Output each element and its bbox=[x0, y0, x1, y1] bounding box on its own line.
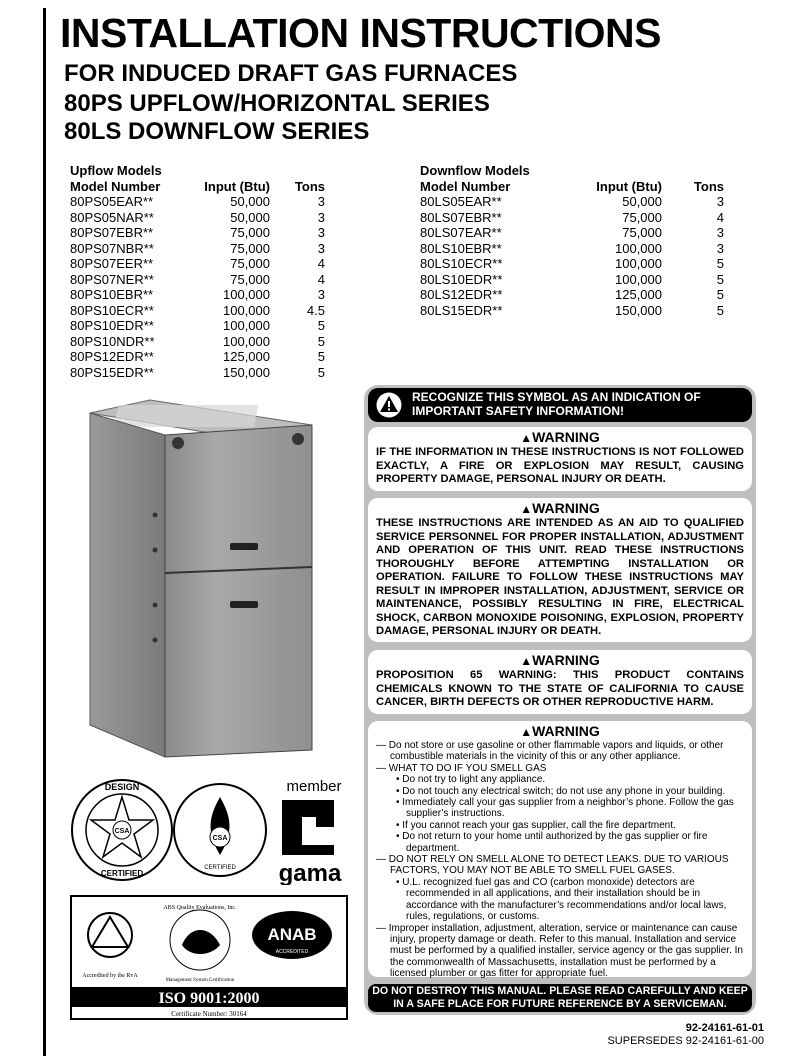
page-subtitle: FOR INDUCED DRAFT GAS FURNACES bbox=[64, 60, 518, 87]
model-row bbox=[70, 365, 325, 381]
gas-warning-bullet: • Do not touch any electrical switch; do not use any phone in your building. bbox=[396, 785, 726, 797]
model-number-cell: 80PS07NER** bbox=[70, 271, 154, 287]
warning-triangle-icon: ▲ bbox=[520, 431, 533, 445]
model-row bbox=[70, 210, 325, 226]
input-btu-cell: 75,000 bbox=[622, 225, 662, 240]
model-row bbox=[70, 272, 325, 288]
doc-number-text: 92-24161-61-01 bbox=[685, 1022, 764, 1034]
input-btu-cell: 50,000 bbox=[230, 209, 270, 225]
input-btu-cell: 100,000 bbox=[615, 271, 662, 287]
design-certified-seal bbox=[72, 780, 172, 880]
input-btu-cell: 100,000 bbox=[223, 287, 270, 302]
csa-flame-certified-seal bbox=[174, 784, 266, 876]
input-btu-cell: 100,000 bbox=[223, 318, 270, 333]
warning-label: WARNING bbox=[532, 723, 600, 739]
input-btu-cell: 75,000 bbox=[230, 225, 270, 240]
model-row bbox=[70, 194, 325, 210]
supersedes-text: SUPERSEDES 92-24161-61-00 bbox=[607, 1035, 764, 1047]
gas-warning-bullet: • If you cannot reach your gas supplier, call the fire department. bbox=[396, 819, 676, 831]
model-number-cell: 80LS10EDR** bbox=[420, 271, 503, 287]
warning-triangle-icon: ▲ bbox=[520, 725, 533, 739]
member-text: member bbox=[286, 778, 342, 795]
model-row bbox=[70, 287, 325, 303]
design-text: DESIGN bbox=[104, 782, 140, 792]
certification-logos bbox=[70, 775, 350, 885]
input-btu-cell: 125,000 bbox=[223, 349, 270, 364]
certificate-number-text: Certificate Number: 30164 bbox=[171, 1010, 247, 1018]
input-btu-cell: 100,000 bbox=[223, 333, 270, 349]
warning-label: WARNING bbox=[532, 500, 600, 516]
downflow-model-table bbox=[420, 163, 724, 318]
warning-box-prop65 bbox=[368, 650, 752, 714]
model-number-cell: 80PS15EDR** bbox=[70, 364, 154, 380]
warning-text: PROPOSITION 65 WARNING: THIS PRODUCT CONTAINS CHEMICALS KNOWN TO THE STATE OF CALIFORNIA TO CAUSE CANCER, BIRTH DEFECTS OR OTHER REPRODUCTIVE HARM. bbox=[376, 669, 744, 708]
upflow-model-table bbox=[70, 163, 325, 380]
input-btu-cell: 75,000 bbox=[230, 240, 270, 256]
recognize-symbol-text: RECOGNIZE THIS SYMBOL AS AN INDICATION OF IMPORTANT SAFETY INFORMATION! bbox=[412, 390, 701, 418]
model-row bbox=[420, 241, 724, 257]
tons-cell: 5 bbox=[716, 256, 724, 271]
gama-member-logo bbox=[279, 778, 342, 885]
gama-text: gama bbox=[278, 860, 342, 885]
gas-warning-item: — DO NOT RELY ON SMELL ALONE TO DETECT LEAKS. DUE TO VARIOUS FACTORS, YOU MAY NOT BE ABLE TO SMELL FUEL GASES. bbox=[376, 854, 729, 877]
iso-certification-block bbox=[70, 895, 348, 1020]
upflow-heading: Upflow Models bbox=[70, 163, 162, 178]
model-row bbox=[70, 241, 325, 257]
gas-warning-bullet: • Do not try to light any appliance. bbox=[396, 774, 546, 786]
tons-cell: 4 bbox=[317, 256, 325, 271]
certified-text: CERTIFIED bbox=[100, 869, 144, 878]
warning-box-gas bbox=[368, 721, 752, 980]
abs-text: ABS Quality Evaluations, Inc. bbox=[163, 905, 237, 911]
page-title: INSTALLATION INSTRUCTIONS bbox=[60, 10, 661, 56]
col-input: Input (Btu) bbox=[596, 178, 662, 194]
model-number-cell: 80PS05EAR** bbox=[70, 194, 154, 209]
furnace-illustration bbox=[80, 395, 320, 763]
model-number-cell: 80PS12EDR** bbox=[70, 349, 154, 364]
model-row bbox=[420, 194, 724, 210]
col-model-number: Model Number bbox=[70, 178, 161, 194]
tons-cell: 5 bbox=[716, 287, 724, 302]
input-btu-cell: 150,000 bbox=[615, 302, 662, 318]
gas-warning-bullet: • Do not return to your home until authorized by the gas supplier or fire department. bbox=[396, 831, 708, 854]
csa-text: CSA bbox=[114, 828, 130, 835]
input-btu-cell: 100,000 bbox=[615, 256, 662, 271]
model-number-cell: 80PS10NDR** bbox=[70, 333, 155, 349]
model-row bbox=[420, 256, 724, 272]
input-btu-cell: 50,000 bbox=[622, 194, 662, 209]
warning-triangle-icon: ▲ bbox=[520, 654, 533, 668]
model-number-cell: 80LS05EAR** bbox=[420, 194, 502, 209]
tons-cell: 3 bbox=[317, 287, 325, 302]
anab-logo bbox=[252, 911, 332, 959]
input-btu-cell: 125,000 bbox=[615, 287, 662, 302]
margin-bar bbox=[43, 8, 46, 1056]
model-number-cell: 80PS10EBR** bbox=[70, 287, 154, 302]
tons-cell: 5 bbox=[317, 349, 325, 364]
model-number-cell: 80LS10ECR** bbox=[420, 256, 503, 271]
csa-certified-text: CERTIFIED bbox=[204, 865, 236, 871]
iso-9001-text: ISO 9001:2000 bbox=[158, 990, 260, 1007]
tons-cell: 5 bbox=[317, 364, 325, 380]
series-upflow-heading: 80PS UPFLOW/HORIZONTAL SERIES bbox=[64, 90, 490, 117]
input-btu-cell: 50,000 bbox=[230, 194, 270, 209]
model-number-cell: 80PS10ECR** bbox=[70, 302, 154, 318]
tons-cell: 4.5 bbox=[306, 302, 325, 318]
series-downflow-heading: 80LS DOWNFLOW SERIES bbox=[64, 118, 370, 145]
model-row bbox=[70, 225, 325, 241]
rva-text: Accredited by the RvA bbox=[82, 973, 138, 979]
input-btu-cell: 75,000 bbox=[622, 209, 662, 225]
tons-cell: 3 bbox=[317, 209, 325, 225]
warning-text: THESE INSTRUCTIONS ARE INTENDED AS AN AID TO QUALIFIED SERVICE PERSONNEL FOR PROPER INSTALLATION, ADJUSTMENT AND OPERATION OF THIS UNIT. READ THESE INSTRUCTIONS THOROUGHLY BEFORE ATTEMPTING INSTALLATION OR OPERATION. FAILURE TO FOLLOW THESE INSTRUCTIONS MAY RESULT IN IMPROPER INSTALLATION, ADJUSTMENT, SERVICE OR MAINTENANCE, POSSIBLY RESULTING IN FIRE, ELECTRICAL SHOCK, CARBON MONOXIDE POISONING, EXPLOSION, PROPERTY DAMAGE, PERSONAL INJURY OR DEATH. bbox=[376, 517, 744, 637]
tons-cell: 5 bbox=[716, 271, 724, 287]
tons-cell: 3 bbox=[317, 225, 325, 240]
model-number-cell: 80LS07EBR** bbox=[420, 209, 502, 225]
input-btu-cell: 75,000 bbox=[230, 256, 270, 271]
warning-label: WARNING bbox=[532, 652, 600, 668]
model-number-cell: 80PS07NBR** bbox=[70, 240, 154, 256]
model-row bbox=[420, 272, 724, 288]
accredited-text: ACCREDITED bbox=[275, 949, 309, 955]
downflow-heading: Downflow Models bbox=[420, 163, 530, 178]
model-number-cell: 80PS07EER** bbox=[70, 256, 154, 271]
gas-warning-bullet: • U.L. recognized fuel gas and CO (carbon monoxide) detectors are recommended in all applications, and their installation should be in accordance with the manufacturer’s recommendations and/or local laws, rules, regulations, or customs. bbox=[396, 876, 727, 923]
model-row bbox=[70, 256, 325, 272]
warning-text: IF THE INFORMATION IN THESE INSTRUCTIONS IS NOT FOLLOWED EXACTLY, A FIRE OR EXPLOSION MAY RESULT, CAUSING PROPERTY DAMAGE, PERSONAL INJURY OR DEATH. bbox=[376, 446, 744, 485]
gas-warning-bullet: • Immediately call your gas supplier from a neighbor’s phone. Follow the gas supplier’s instructions. bbox=[396, 797, 734, 820]
input-btu-cell: 75,000 bbox=[230, 271, 270, 287]
col-tons: Tons bbox=[693, 178, 724, 194]
model-row bbox=[70, 349, 325, 365]
tons-cell: 5 bbox=[716, 302, 724, 318]
document-number bbox=[607, 1022, 764, 1048]
input-btu-cell: 100,000 bbox=[223, 302, 270, 318]
model-number-cell: 80PS10EDR** bbox=[70, 318, 154, 333]
keep-manual-banner: DO NOT DESTROY THIS MANUAL. PLEASE READ CAREFULLY AND KEEP IN A SAFE PLACE FOR FUTURE REFERENCE BY A SERVICEMAN. bbox=[368, 984, 752, 1012]
model-number-cell: 80LS15EDR** bbox=[420, 302, 503, 318]
model-row bbox=[70, 334, 325, 350]
tons-cell: 5 bbox=[317, 333, 325, 349]
tons-cell: 3 bbox=[317, 240, 325, 256]
model-row bbox=[70, 318, 325, 334]
gas-warning-item: — Do not store or use gasoline or other flammable vapors and liquids, or other combustible materials in the vicinity of this or any other appliance. bbox=[376, 740, 724, 763]
input-btu-cell: 100,000 bbox=[615, 240, 662, 256]
tons-cell: 4 bbox=[716, 209, 724, 225]
col-tons: Tons bbox=[294, 178, 325, 194]
gas-warning-item: — WHAT TO DO IF YOU SMELL GAS bbox=[376, 762, 547, 774]
model-row bbox=[420, 210, 724, 226]
col-model-number: Model Number bbox=[420, 178, 511, 194]
tons-cell: 5 bbox=[317, 318, 325, 333]
model-row bbox=[420, 287, 724, 303]
tons-cell: 3 bbox=[716, 225, 724, 240]
tons-cell: 3 bbox=[317, 194, 325, 209]
model-number-cell: 80PS05NAR** bbox=[70, 209, 154, 225]
model-row bbox=[70, 303, 325, 319]
input-btu-cell: 150,000 bbox=[223, 364, 270, 380]
tons-cell: 4 bbox=[317, 271, 325, 287]
model-number-cell: 80LS07EAR** bbox=[420, 225, 502, 240]
model-number-cell: 80LS12EDR** bbox=[420, 287, 503, 302]
anab-text: ANAB bbox=[267, 925, 317, 944]
safety-symbol-banner bbox=[368, 388, 752, 422]
model-number-cell: 80LS10EBR** bbox=[420, 240, 502, 256]
csa-text: CSA bbox=[212, 835, 228, 842]
warning-box-instructions bbox=[368, 498, 752, 642]
col-input: Input (Btu) bbox=[204, 178, 270, 194]
model-row bbox=[420, 303, 724, 319]
warning-label: WARNING bbox=[532, 429, 600, 445]
warning-triangle-icon: ▲ bbox=[520, 502, 533, 516]
model-row bbox=[420, 225, 724, 241]
warning-triangle-icon bbox=[376, 392, 402, 418]
tons-cell: 3 bbox=[716, 240, 724, 256]
tons-cell: 3 bbox=[716, 194, 724, 209]
gas-warning-item: — Improper installation, adjustment, alteration, service or maintenance can cause injury, property damage or death. Refer to this manual. Installation and service must be performed by a qualified installer, service agency or the gas supplier. In the commonwealth of Massachusetts, installation must be performed by a licensed plumber or gas fitter for appropriate fuel. bbox=[376, 922, 743, 980]
warning-box-fire bbox=[368, 427, 752, 491]
abs-management-text: Management System Certification bbox=[165, 978, 235, 983]
model-number-cell: 80PS07EBR** bbox=[70, 225, 154, 240]
